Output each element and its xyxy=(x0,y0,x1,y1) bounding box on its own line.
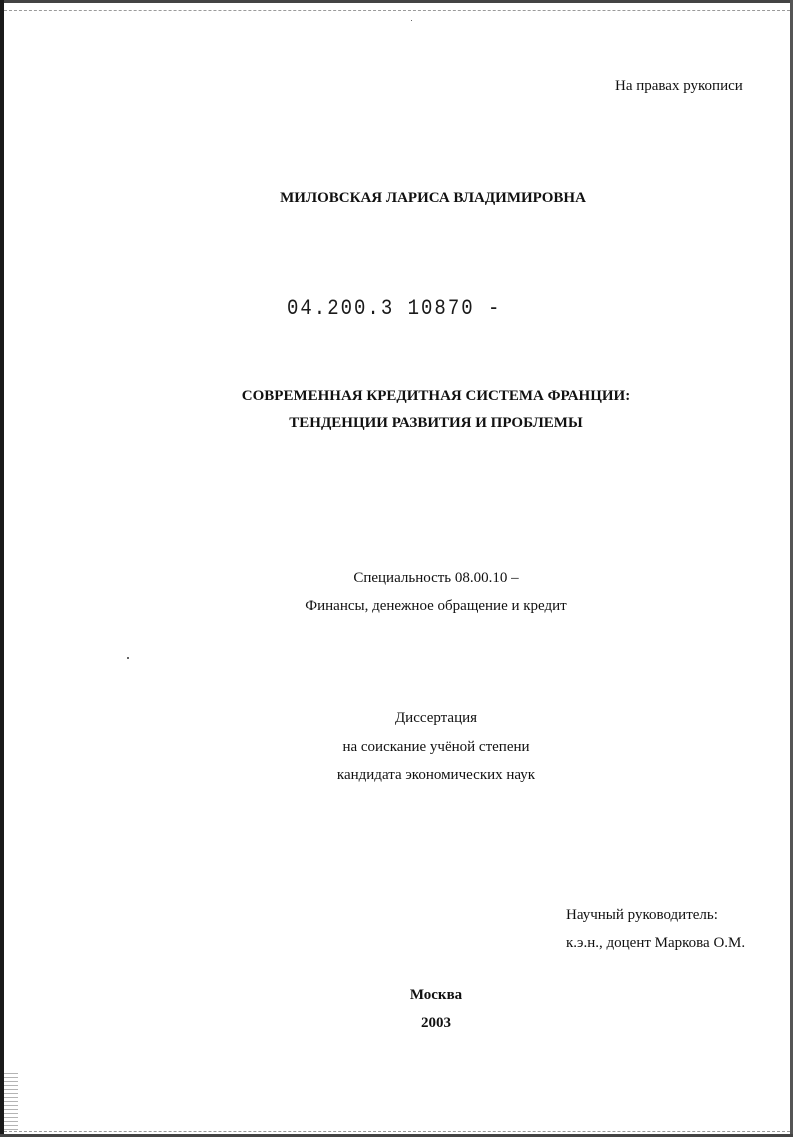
year: 2003 xyxy=(421,1015,451,1031)
author-name: МИЛОВСКАЯ ЛАРИСА ВЛАДИМИРОВНА xyxy=(280,190,586,206)
scan-speck xyxy=(411,20,412,21)
city: Москва xyxy=(409,987,463,1003)
scan-noise-mark xyxy=(4,1073,18,1133)
degree-line1: на соискание учёной степени xyxy=(342,739,530,755)
work-type: Диссертация xyxy=(394,710,478,726)
scan-border-top xyxy=(0,0,793,3)
dissertation-title-line1: СОВРЕМЕННАЯ КРЕДИТНАЯ СИСТЕМА ФРАНЦИИ: xyxy=(241,388,631,404)
scan-dash-line-top xyxy=(4,10,790,11)
specialty-name: Финансы, денежное обращение и кредит xyxy=(305,598,567,614)
degree-line2: кандидата экономических наук xyxy=(336,767,536,783)
supervisor-label: Научный руководитель: xyxy=(566,907,718,923)
scan-speck xyxy=(127,657,129,659)
manuscript-note: На правах рукописи xyxy=(615,78,743,94)
scan-dash-line-bottom xyxy=(4,1131,790,1132)
specialty-code: Специальность 08.00.10 – xyxy=(353,570,519,586)
catalog-number: 04.200.3 10870 - xyxy=(287,295,502,321)
supervisor-name: к.э.н., доцент Маркова О.М. xyxy=(566,935,746,951)
dissertation-title-line2: ТЕНДЕНЦИИ РАЗВИТИЯ И ПРОБЛЕМЫ xyxy=(289,415,583,431)
